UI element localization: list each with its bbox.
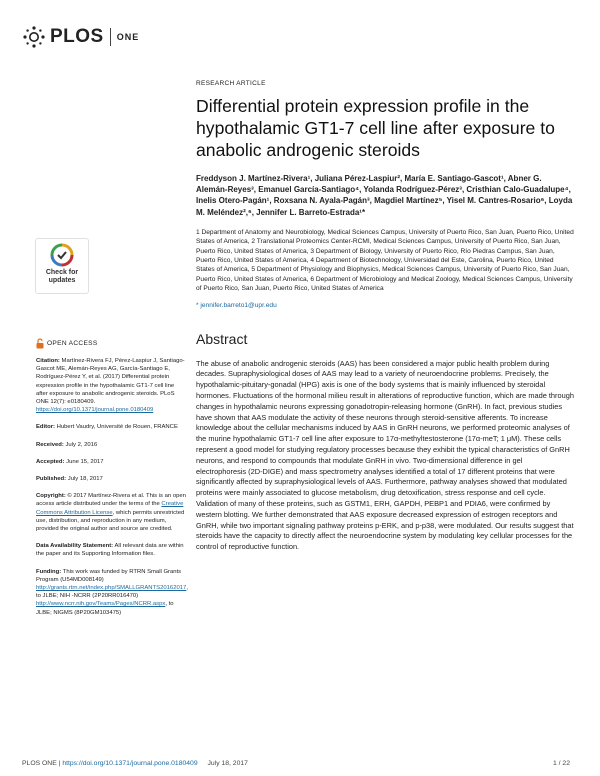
- funding-text-end: , to JLBE; NIGMS (8P20GM103475): [36, 601, 174, 616]
- editor-text: Hubert Vaudry, Université de Rouen, FRANCE: [56, 424, 178, 431]
- article-sidebar: [36, 338, 186, 617]
- funding-block: [36, 568, 186, 617]
- open-access-label: OPEN ACCESS: [47, 340, 98, 347]
- footer-separator: |: [56, 760, 63, 767]
- citation-doi-link[interactable]: https://doi.org/10.1371/journal.pone.0180409: [36, 407, 154, 414]
- journal-name: ONE: [116, 32, 140, 42]
- data-availability-block: [36, 542, 186, 558]
- page-number: 1 / 22: [552, 760, 570, 767]
- check-for-updates-label: Check for updates: [45, 269, 79, 284]
- brand-name: PLOS: [50, 26, 104, 47]
- citation-text: Martínez-Rivera FJ, Pérez-Laspiur J, Santiago-Gascot ME, Alemán-Reyes AG, García-Santiago E, Rodríguez-Pérez Y, et al. (2017) Differential protein expression profile in the hypothalamic GT1-7 cell line after exposure to anabolic androgenic steroids. PLoS ONE 12(7): e0180409.: [36, 358, 185, 406]
- copyright-block: [36, 492, 186, 533]
- data-availability-label: Data Availability Statement:: [36, 543, 114, 550]
- funding-text-cont: , to JLBE; NIH -NCRR (2P20RR016470): [36, 585, 188, 600]
- open-access-indicator: [36, 338, 186, 349]
- editor-block: [36, 423, 186, 431]
- funding-label: Funding:: [36, 568, 62, 575]
- received-date: July 2, 2016: [65, 441, 98, 448]
- editor-label: Editor:: [36, 424, 55, 431]
- corresponding-email-link[interactable]: * jennifer.barreto1@upr.edu: [196, 301, 277, 309]
- published-date: July 18, 2017: [67, 476, 103, 483]
- received-label: Received:: [36, 441, 64, 448]
- check-for-updates-badge[interactable]: [35, 238, 89, 294]
- article-type: RESEARCH ARTICLE: [196, 80, 266, 87]
- footer-date: July 18, 2017: [207, 760, 248, 767]
- license-link[interactable]: Creative Commons Attribution License: [36, 501, 184, 516]
- copyright-text: © 2017 Martínez-Rivera et al. This is an open access article distributed under the terms of the: [36, 493, 186, 508]
- copyright-text-cont: , which permits unrestricted use, distribution, and reproduction in any medium, provided the original author and source are credited.: [36, 509, 185, 533]
- footer-journal: PLOS ONE: [22, 760, 57, 767]
- citation-label: Citation:: [36, 358, 60, 364]
- article-main: [196, 80, 574, 553]
- check-for-updates-icon: [50, 243, 74, 267]
- affiliations: 1 Department of Anatomy and Neurobiology, Medical Sciences Campus, University of Puerto Rico, San Juan, Puerto Rico, United States of America, 2 Translational Proteomics Center-RCMI, Medical Sciences Campus, University of Puerto Rico, San Juan, Puerto Rico, United States of America, 3 Department of Biology, University of Puerto Rico, Río Piedras Campus, San Juan, Puerto Rico, United States of America, 4 Department of Biotechnology, Universidad del Este, Carolina, Puerto Rico, United States of America, 5 Department of Physiology and Biophysics, Medical Sciences Campus, University of Puerto Rico, San Juan, Puerto Rico, United States of America, 6 Department of Microbiology and Medical Zoology, Medical Sciences Campus, University of Puerto Rico, San Juan, Puerto Rico, United States of America: [196, 228, 574, 293]
- abstract-text: The abuse of anabolic androgenic steroids (AAS) has been considered a major public health problem during decades. Supraphysiological doses of AAS may lead to a variety of neuroendocrine problems. Precisely, the hypothalamic-pituitary-gonadal (HPG) axis is one of the body systems that is mainly influenced by steroidal hormones. Fluctuations of the hormonal milieu result in alterations of reproductive function, which are made through changes in hypothalamic neurons expressing gonadotropin-releasing hormone (GnRH). In fact, previous studies have shown that AAS modulate the activity of these neurons through steroid-sensitive afferents. To increase knowledge about the cellular mechanisms induced by AAS in GnRH neurons, we performed proteomic analyses of the murine hypothalamic GT1-7 cell line after exposure to 17α-methyltestosterone (17α-meT; 1 μM). These cells represent a good model for studying regulatory processes because they exhibit the typical characteristics of GnRH neurons, and respond to compounds that modulate GnRH in vivo. Two-dimensional difference in gel electrophoresis (2D-DIGE) and mass spectrometry analyses identified a total of 17 different proteins that were significantly affected by supraphysiological levels of AAS. Furthermore, pathway analyses showed that modulated proteins were mainly associated to glucose metabolism, drug detoxification, stress response and cell cycle. Validation of many of these proteins, such as GSTM1, ERH, GAPDH, PEBP1 and PDIA6, were confirmed by western blotting. We further demonstrated that AAS exposure decreased expression of estrogen receptors and GnRH, while two important signaling pathway proteins p-ERK, and p-p38, were modulated. Our results suggest that steroids have the capacity to directly affect the neuroendocrine system by modulating key cellular processes for the control of reproductive function.: [196, 358, 574, 552]
- plos-one-logo[interactable]: [22, 24, 139, 50]
- accepted-label: Accepted:: [36, 458, 65, 465]
- accepted-date: June 15, 2017: [66, 458, 104, 465]
- abstract-heading: Abstract: [196, 330, 248, 347]
- published-block: [36, 475, 186, 483]
- accepted-block: [36, 458, 186, 466]
- author-list: Freddyson J. Martínez-Rivera¹, Juliana Pérez-Laspiur², María E. Santiago-Gascot¹, Abner G. Alemán-Reyes³, Emanuel García-Santiago⁴, Yolanda Rodríguez-Pérez³, Cristhian Calo-Guadalupe⁴, Inelis Otero-Pagán¹, Roxsana N. Ayala-Pagán³, Magdiel Martínez⁵, Yisel M. Cantres-Rosario⁶, Loyda M. Meléndez²,⁶, Jennifer L. Barreto-Estrada¹*: [196, 174, 573, 217]
- citation-block: [36, 357, 186, 414]
- plos-dots-icon: [22, 25, 46, 49]
- funding-text: This work was funded by RTRN Small Grants Program (U54MD008149): [36, 568, 182, 583]
- copyright-label: Copyright:: [36, 493, 66, 500]
- logo-divider: [110, 28, 111, 46]
- open-lock-icon: [36, 338, 44, 349]
- published-label: Published:: [36, 476, 67, 483]
- footer-citation: [22, 760, 248, 767]
- received-block: [36, 441, 186, 449]
- data-availability-text: All relevant data are within the paper and its Supporting Information files.: [36, 543, 184, 558]
- funding-link-ncrr[interactable]: http://www.ncrr.nih.gov/Teams/Pages/NCRR.aspx: [36, 601, 166, 608]
- article-title: Differential protein expression profile in the hypothalamic GT1-7 cell line after exposure to anabolic androgenic steroids: [196, 96, 555, 160]
- footer-doi-link[interactable]: https://doi.org/10.1371/journal.pone.0180409: [62, 760, 198, 767]
- funding-link-rtrn[interactable]: http://grants.rtrn.net/index.php/SMALLGRANTS20162017: [36, 585, 187, 592]
